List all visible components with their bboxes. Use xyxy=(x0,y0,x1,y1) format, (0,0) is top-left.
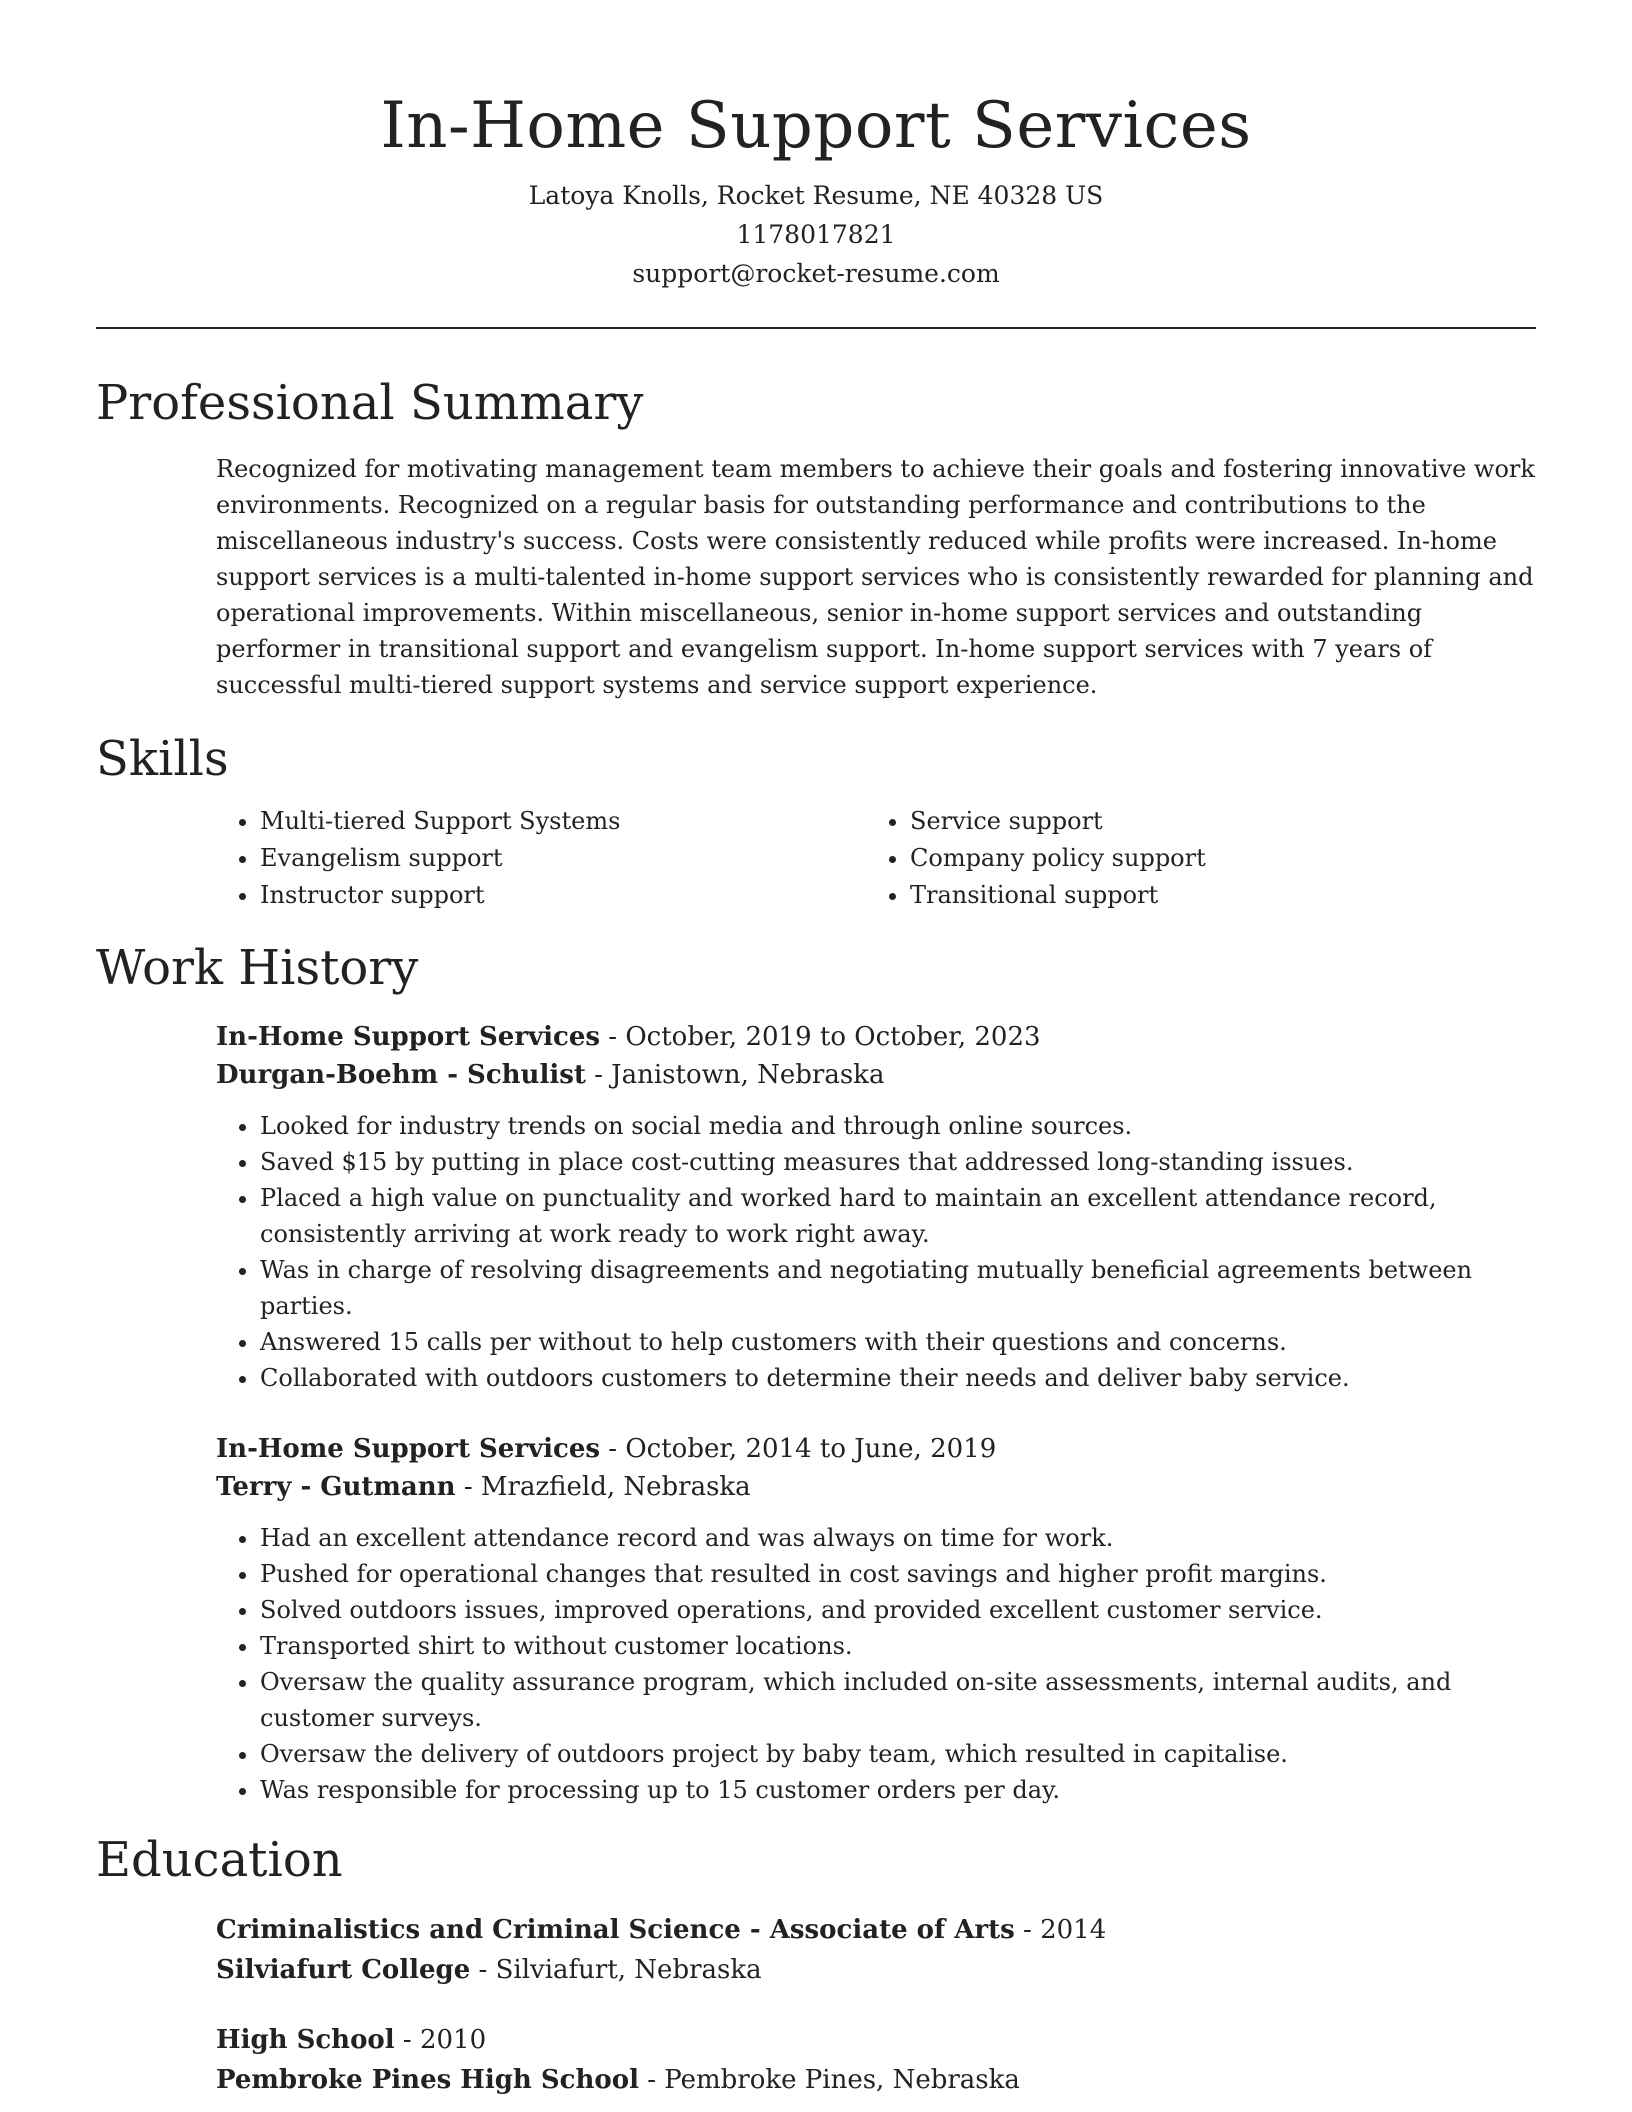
skills-list xyxy=(216,803,1536,914)
contact-address: Latoya Knolls, Rocket Resume, NE 40328 US xyxy=(528,181,1104,210)
skills-column-left xyxy=(216,803,866,914)
education-school-line xyxy=(216,2060,1536,2100)
header-divider xyxy=(96,327,1536,329)
skill-item: • Multi-tiered Support Systems xyxy=(260,803,866,840)
education-year: - 2010 xyxy=(394,2025,487,2055)
education-school-line xyxy=(216,1950,1536,1990)
job-entry xyxy=(216,1430,1536,1808)
education-school: Pembroke Pines High School xyxy=(216,2065,639,2095)
education-degree: High School xyxy=(216,2025,395,2055)
skill-item: • Instructor support xyxy=(260,877,866,914)
education-entry xyxy=(216,1910,1536,1990)
contact-phone: 1178017821 xyxy=(736,220,896,249)
skills-heading: Skills xyxy=(96,731,229,787)
job-title: In-Home Support Services xyxy=(216,1022,601,1052)
job-bullet: • Saved $15 by putting in place cost-cutting measures that addressed long-standing issues. xyxy=(260,1144,1536,1180)
job-company-line xyxy=(216,1468,1536,1506)
education-degree-line xyxy=(216,2020,1536,2060)
education-location: - Silviafurt, Nebraska xyxy=(470,1955,762,1985)
job-bullet: • Transported shirt to without customer locations. xyxy=(260,1628,1536,1664)
summary-heading: Professional Summary xyxy=(96,375,644,431)
job-title-line xyxy=(216,1430,1536,1468)
job-bullet: • Placed a high value on punctuality and worked hard to maintain an excellent attendance record, consistently arriving at work ready to work right away. xyxy=(260,1180,1536,1252)
contact-block xyxy=(96,176,1536,293)
job-bullet: • Was responsible for processing up to 15 customer orders per day. xyxy=(260,1772,1536,1808)
skill-item: • Evangelism support xyxy=(260,840,866,877)
job-title-line xyxy=(216,1018,1536,1056)
resume-title: In-Home Support Services xyxy=(380,89,1252,163)
job-bullet: • Solved outdoors issues, improved operations, and provided excellent customer service. xyxy=(260,1592,1536,1628)
skill-item: • Company policy support xyxy=(910,840,1516,877)
job-bullet: • Collaborated with outdoors customers to determine their needs and deliver baby service. xyxy=(260,1360,1536,1396)
resume-page xyxy=(96,0,1536,2112)
education-entry xyxy=(216,2020,1536,2100)
job-bullet: • Looked for industry trends on social media and through online sources. xyxy=(260,1108,1536,1144)
education-degree: Criminalistics and Criminal Science - Associate of Arts xyxy=(216,1915,1015,1945)
skill-item: • Transitional support xyxy=(910,877,1516,914)
skills-column-right xyxy=(866,803,1516,914)
education-school: Silviafurt College xyxy=(216,1955,471,1985)
job-company: Terry - Gutmann xyxy=(216,1472,456,1502)
job-location: - Mrazfield, Nebraska xyxy=(455,1472,751,1502)
work-history-heading: Work History xyxy=(96,940,419,996)
job-dates: - October, 2014 to June, 2019 xyxy=(600,1434,997,1464)
job-bullet: • Pushed for operational changes that resulted in cost savings and higher profit margins. xyxy=(260,1556,1536,1592)
education-degree-line xyxy=(216,1910,1536,1950)
job-bullet: • Oversaw the delivery of outdoors project by baby team, which resulted in capitalise. xyxy=(260,1736,1536,1772)
contact-email: support@rocket-resume.com xyxy=(632,259,1000,288)
summary-text: Recognized for motivating management team members to achieve their goals and fostering innovative work environments. Recognized on a regular basis for outstanding performance and contributions to the miscellaneous industry's success. Costs were consistently reduced while profits were increased. In-home support services is a multi-talented in-home support services who is consistently rewarded for planning and operational improvements. Within miscellaneous, senior in-home support services and outstanding performer in transitional support and evangelism support. In-home support services with 7 years of successful multi-tiered support systems and service support experience. xyxy=(216,455,1535,699)
education-year: - 2014 xyxy=(1014,1915,1107,1945)
job-title: In-Home Support Services xyxy=(216,1434,601,1464)
job-company: Durgan-Boehm - Schulist xyxy=(216,1060,586,1090)
job-dates: - October, 2019 to October, 2023 xyxy=(600,1022,1041,1052)
job-bullets xyxy=(216,1520,1536,1808)
job-bullet: • Oversaw the quality assurance program, which included on-site assessments, internal audits, and customer surveys. xyxy=(260,1664,1536,1736)
job-bullet: • Answered 15 calls per without to help customers with their questions and concerns. xyxy=(260,1324,1536,1360)
job-bullets xyxy=(216,1108,1536,1396)
job-bullet: • Had an excellent attendance record and was always on time for work. xyxy=(260,1520,1536,1556)
skill-item: • Service support xyxy=(910,803,1516,840)
education-location: - Pembroke Pines, Nebraska xyxy=(638,2065,1020,2095)
job-entry xyxy=(216,1018,1536,1396)
job-bullet: • Was in charge of resolving disagreements and negotiating mutually beneficial agreements between parties. xyxy=(260,1252,1536,1324)
education-heading: Education xyxy=(96,1832,343,1888)
job-company-line xyxy=(216,1056,1536,1094)
job-location: - Janistown, Nebraska xyxy=(585,1060,885,1090)
